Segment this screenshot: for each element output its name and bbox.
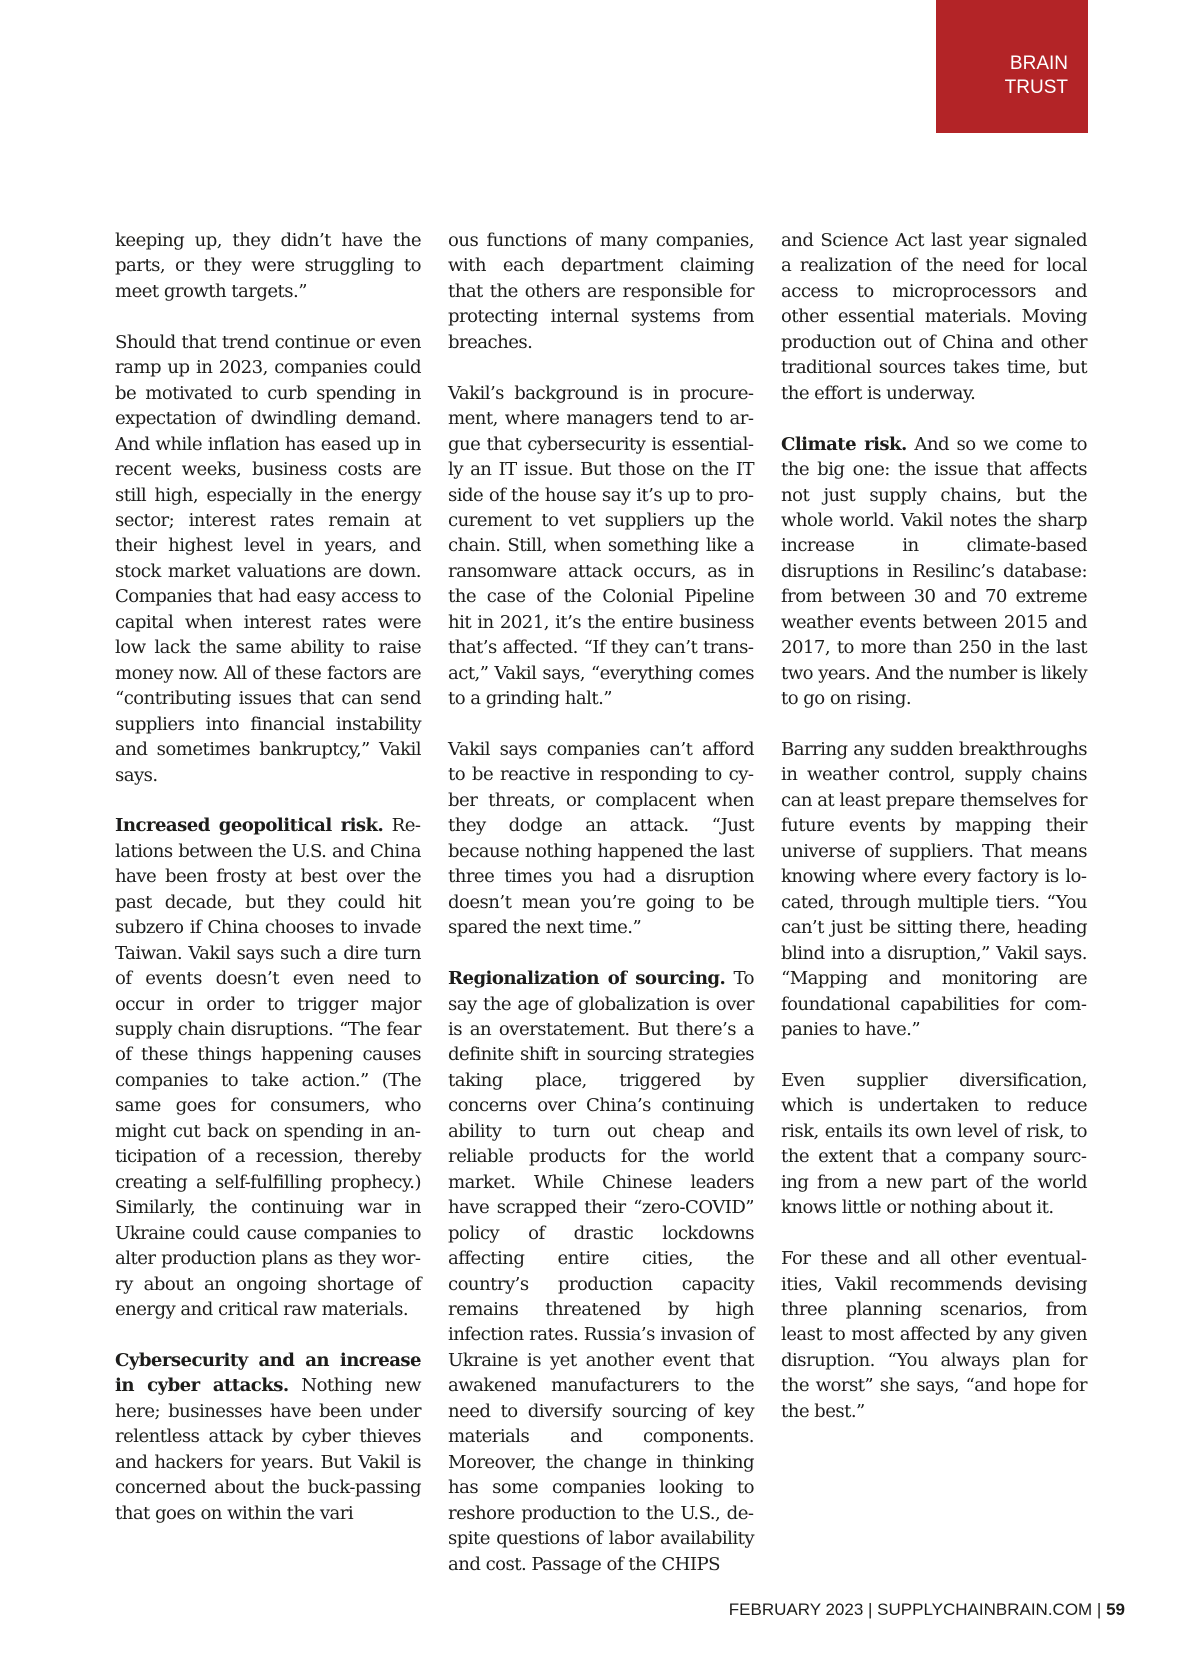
paragraph: and Science Act last year signaled a realization of the need for local access to microprocessors and other essential materials. Moving production out of China and other traditional sources takes time, but the effort is underway. xyxy=(781,230,1087,404)
paragraph-body: Nothing new here; businesses have been under relentless attack by cyber thieves and hackers for years. But Vakil is concerned about the buck-passing that goes on within the vari xyxy=(115,1375,421,1524)
paragraph: keeping up, they didn’t have the parts, or they were struggling to meet growth targets.” xyxy=(115,230,421,302)
article-column-1 xyxy=(115,228,421,1526)
paragraph: Vakil’s background is in procurement, where managers tend to argue that cybersecurity is essentially an IT issue. But those on the IT side of the house say it’s up to procurement to vet suppliers up the chain. Still, when something like a ransomware attack occurs, as in the case of the Colonial Pipeline hit in 2021, it’s the entire business that’s affected. “If they can’t transact,” Vakil says, “everything comes to a grinding halt.” xyxy=(448,382,754,710)
section-tab-line1: BRAIN xyxy=(1009,53,1068,74)
subhead: Regionalization of sourcing. xyxy=(448,968,726,990)
subhead: Increased geopolitical risk. xyxy=(115,815,384,837)
paragraph xyxy=(115,1348,421,1526)
page-footer xyxy=(525,1600,1125,1620)
page-number: 59 xyxy=(1106,1600,1125,1619)
section-tab-line2: TRUST xyxy=(1004,77,1068,98)
article-column-3 xyxy=(781,228,1087,1424)
paragraph: Vakil says companies can’t afford to be reactive in responding to cyber threats, or complacent when they dodge an attack. “Just because nothing happened the last three times you had a disruption doesn’t mean you’re going to be spared the next time.” xyxy=(448,739,754,939)
subhead: Climate risk. xyxy=(781,433,907,455)
paragraph: Even supplier diversification, which is undertaken to reduce risk, entails its own level of risk, to the extent that a company sourcing from a new part of the world knows little or nothing about it. xyxy=(781,1069,1087,1219)
paragraph-body: To say the age of globalization is over is an overstatement. But there’s a definite shift in sourcing strategies taking place, triggered by concerns over China’s continuing ability to turn out cheap and reliable products for the world market. While Chinese leaders have scrapped their “zero-COVID” policy of drastic lockdowns affecting entire cities, the country’s production capacity remains threatened by high infection rates. Russia’s invasion of Ukraine is yet another event that awakened manufacturers to the need to diversify sourcing of key materials and components. Moreover, the change in thinking has some companies looking to reshore production to the U.S., despite questions of labor availability and cost. Passage of the CHIPS xyxy=(448,968,754,1575)
subhead: Cybersecurity and an increase in cyber attacks. xyxy=(115,1349,421,1397)
paragraph xyxy=(448,966,754,1577)
section-tab xyxy=(936,0,1088,133)
paragraph: Should that trend continue or even ramp up in 2023, companies could be motivated to curb spending in expectation of dwindling demand. And while inflation has eased up in recent weeks, business costs are still high, especially in the energy sector; interest rates remain at their highest level in years, and stock market valuations are down. Companies that had easy access to capital when interest rates were low lack the same ability to raise money now. All of these factors are “contributing issues that can send suppliers into financial instability and sometimes bankruptcy,” Vakil says. xyxy=(115,331,421,786)
article-column-2 xyxy=(448,228,754,1577)
paragraph xyxy=(115,813,421,1322)
paragraph: ous functions of many companies, with each department claiming that the others are responsible for protecting internal systems from breaches. xyxy=(448,230,754,353)
footer-issue-info: FEBRUARY 2023 | SUPPLYCHAINBRAIN.COM | xyxy=(728,1600,1107,1619)
paragraph-body: And so we come to the big one: the issue that affects not just supply chains, but the whole world. Vakil notes the sharp increase in climate-based disruptions in Resilinc’s database: from between 30 and 70 extreme weather events between 2015 and 2017, to more than 250 in the last two years. And the number is likely to go on rising. xyxy=(781,433,1088,710)
paragraph xyxy=(781,432,1087,712)
paragraph: Barring any sudden breakthroughs in weather control, supply chains can at least prepare themselves for future events by mapping their universe of suppliers. That means knowing where every factory is located, through multiple tiers. “You can’t just be sitting there, heading blind into a disruption,” Vakil says. “Mapping and monitoring are foundational capabilities for companies to have.” xyxy=(781,739,1087,1041)
paragraph: For these and all other eventualities, Vakil recommends devising three planning scenarios, from least to most affected by any given disruption. “You always plan for the worst” she says, “and hope for the best.” xyxy=(781,1248,1087,1422)
paragraph-body: Relations between the U.S. and China have been frosty at best over the past decade, but they could hit subzero if China chooses to invade Taiwan. Vakil says such a dire turn of events doesn’t even need to occur in order to trigger major supply chain disruptions. “The fear of these things happening causes companies to take action.” (The same goes for consumers, who might cut back on spending in anticipation of a recession, thereby creating a self-fulfilling prophecy.) Similarly, the continuing war in Ukraine could cause companies to alter production plans as they worry about an ongoing shortage of energy and critical raw materials. xyxy=(115,815,421,1320)
